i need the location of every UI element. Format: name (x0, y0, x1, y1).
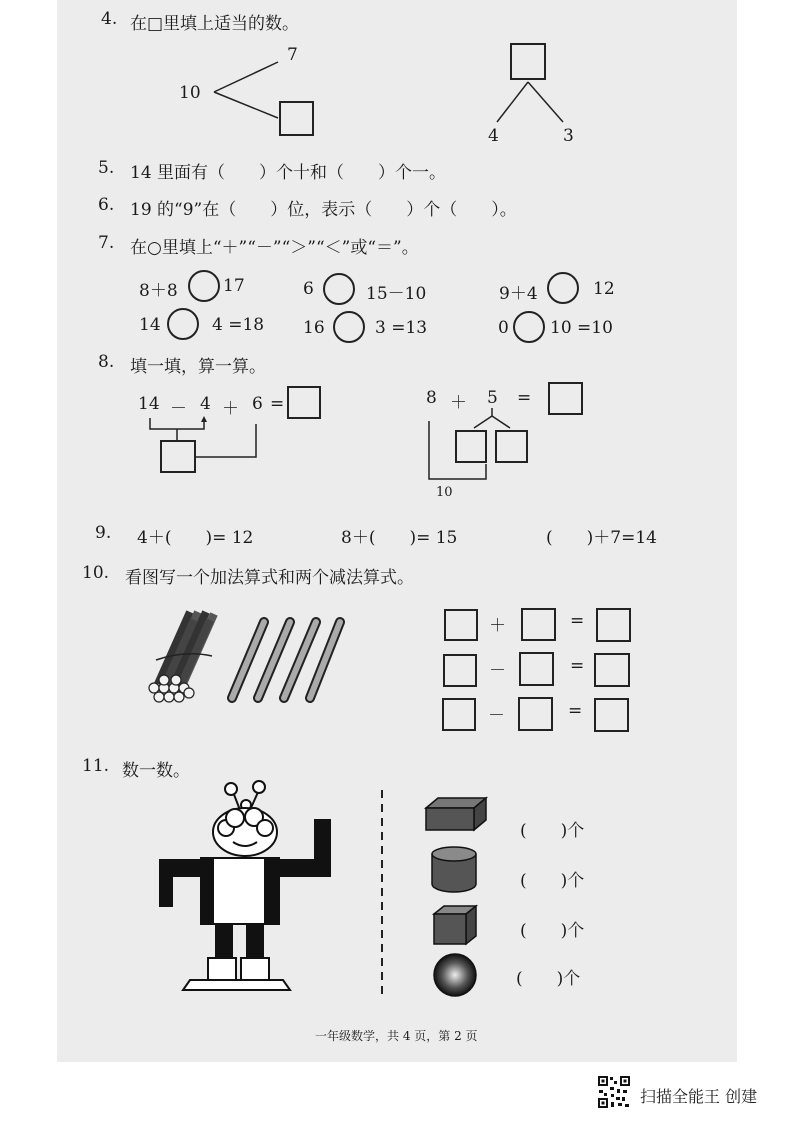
q11-count-sphere: ( )个 (516, 969, 581, 989)
q8-expr1-op1: － (170, 399, 187, 419)
q8-ten-label: 10 (436, 485, 453, 500)
q6-text: 19 的“9”在（ ）位，表示（ ）个（ ）。 (130, 200, 517, 220)
qr-code-icon (597, 1075, 631, 1109)
q8-bracket-lines-2 (0, 0, 794, 500)
q8-split-box-3[interactable] (495, 430, 528, 463)
page-footer: 一年级数学，共 4 页，第 2 页 (315, 1029, 478, 1043)
q10-sub1-eq: = (570, 656, 585, 676)
q11-count-cuboid: ( )个 (520, 821, 585, 841)
q10-add-box-1[interactable] (444, 609, 478, 641)
q10-number: 10. (82, 563, 110, 583)
q10-sub2-result[interactable] (594, 698, 629, 732)
q7-item-5-left: 16 (303, 318, 325, 338)
q10-sub2-box-2[interactable] (518, 697, 553, 731)
dashed-divider (380, 790, 386, 1000)
q4-whole: 10 (179, 83, 201, 103)
q10-add-eq: = (570, 611, 585, 631)
q8-number: 8. (98, 352, 115, 372)
q10-sub2-eq: = (568, 701, 583, 721)
q8-text: 填一填，算一算。 (130, 357, 266, 377)
q10-sub1-op: － (489, 661, 506, 681)
q7-item-4-right: 4 =18 (212, 315, 265, 335)
q7-item-2-right: 15－10 (366, 284, 427, 304)
q8-expr1-b: 4 (200, 394, 211, 414)
q5-text: 14 里面有（ ）个十和（ ）个一。 (130, 163, 447, 183)
q4-part-2: 3 (563, 126, 574, 146)
q4-part-1: 4 (488, 126, 499, 146)
cube-icon (432, 904, 478, 948)
q10-sub1-result[interactable] (594, 653, 630, 687)
q7-item-4-left: 14 (139, 315, 161, 335)
cuboid-icon (424, 796, 488, 836)
q4-text: 在□里填上适当的数。 (130, 14, 300, 34)
q8-expr2-op: ＋ (450, 393, 467, 413)
robot-image (155, 780, 335, 1000)
q8-expr1-eq: = (270, 394, 285, 414)
q7-item-6-right: 10 =10 (550, 318, 613, 338)
q8-expr2-a: 8 (426, 388, 437, 408)
stick-bundle-image (140, 600, 220, 710)
scanner-brand-label: 扫描全能王 创建 (640, 1087, 758, 1106)
q8-expr1-op2: ＋ (222, 399, 239, 419)
q10-sub2-box-1[interactable] (442, 698, 476, 731)
q8-expr1-a: 14 (138, 394, 160, 414)
q5-number: 5. (98, 158, 115, 178)
q8-split-box-2[interactable] (455, 430, 487, 463)
q7-text: 在○里填上“＋”“－”“＞”“＜”或“＝”。 (130, 238, 419, 258)
q7-number: 7. (98, 233, 115, 253)
q8-expr2-eq: = (517, 388, 532, 408)
cylinder-icon (430, 846, 478, 894)
q7-item-3-right: 12 (593, 279, 615, 299)
q11-count-cylinder: ( )个 (520, 871, 585, 891)
q7-item-3-left: 9＋4 (499, 284, 538, 304)
sphere-icon (432, 953, 478, 997)
q10-add-op: ＋ (489, 616, 506, 636)
q6-number: 6. (98, 195, 115, 215)
q10-add-box-2[interactable] (521, 608, 556, 641)
q8-expr2-b: 5 (487, 388, 498, 408)
q7-item-5-right: 3 =13 (375, 318, 428, 338)
q10-add-result[interactable] (596, 608, 631, 642)
q9-eq-c: ( )＋7=14 (546, 528, 657, 548)
q7-item-1-left: 8＋8 (139, 281, 178, 301)
q11-text: 数一数。 (122, 761, 190, 781)
q10-sub2-op: － (488, 706, 505, 726)
q8-expr1-c: 6 (252, 394, 263, 414)
q7-item-2-left: 6 (303, 279, 314, 299)
q7-item-6-left: 0 (498, 318, 509, 338)
q10-sub1-box-1[interactable] (443, 654, 477, 687)
q4-number: 4. (101, 9, 118, 29)
q9-eq-b: 8＋( )= 15 (341, 528, 458, 548)
single-sticks-image (220, 612, 350, 707)
q4-part: 7 (287, 45, 298, 65)
q7-item-1-right: 17 (223, 276, 245, 296)
q10-sub1-box-2[interactable] (519, 652, 554, 686)
q10-text: 看图写一个加法算式和两个减法算式。 (125, 568, 414, 588)
q9-number: 9. (95, 523, 112, 543)
q9-eq-a: 4＋( )= 12 (137, 528, 254, 548)
q11-number: 11. (82, 756, 110, 776)
q11-count-cube: ( )个 (520, 921, 585, 941)
